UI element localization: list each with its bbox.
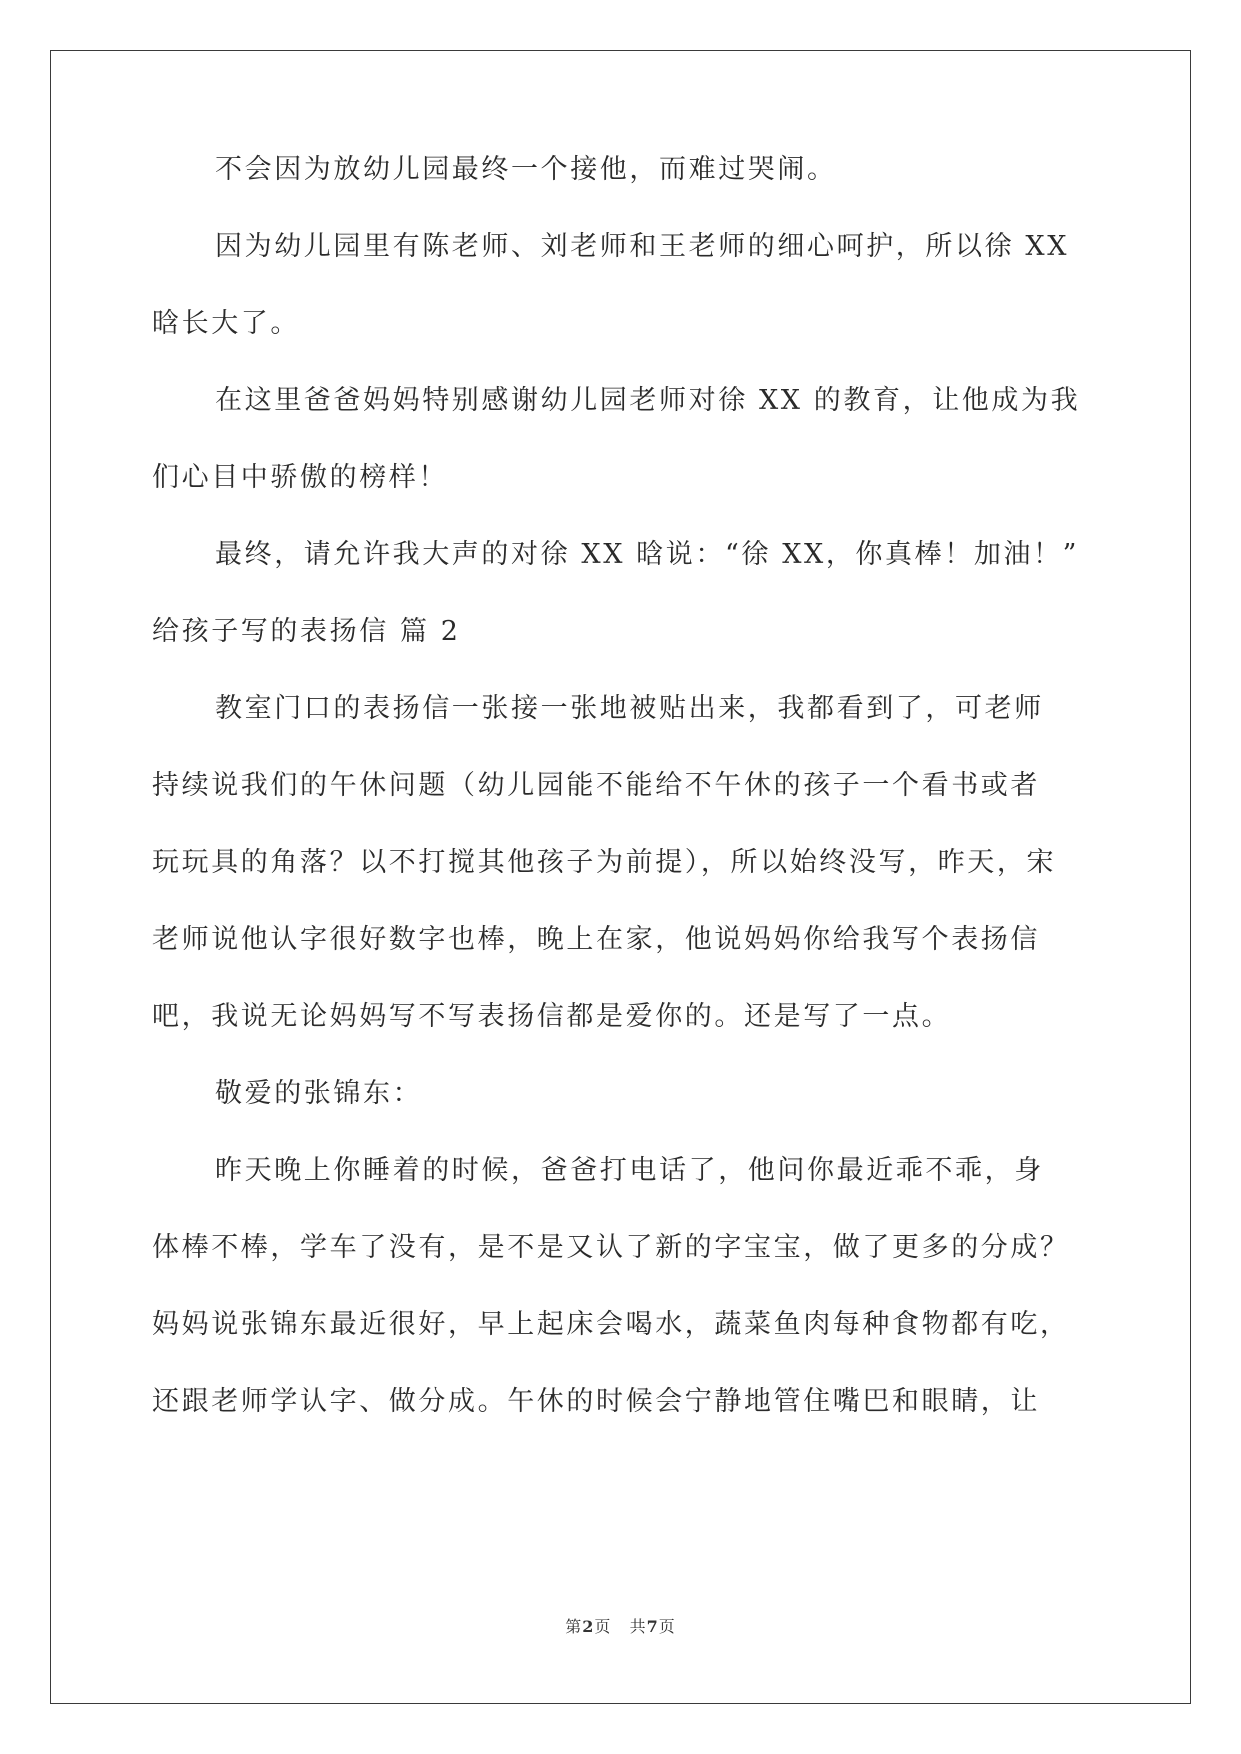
text-line: 教室门口的表扬信一张接一张地被贴出来，我都看到了，可老师 <box>215 693 1044 724</box>
text-line: 最终，请允许我大声的对徐 XX 晗说：“徐 XX，你真棒！加油！” <box>215 539 1080 570</box>
total-pages: 7 <box>646 1617 659 1636</box>
text-line: 还跟老师学认字、做分成。午休的时候会宁静地管住嘴巴和眼睛，让 <box>152 1386 1040 1417</box>
text-line: 妈妈说张锦东最近很好，早上起床会喝水，蔬菜鱼肉每种食物都有吃， <box>152 1309 1070 1340</box>
text-line: 吧，我说无论妈妈写不写表扬信都是爱你的。还是写了一点。 <box>152 1001 952 1032</box>
page-suffix: 页 <box>594 1617 612 1636</box>
text-line: 们心目中骄傲的榜样！ <box>152 462 448 493</box>
page-number: 2 <box>582 1617 595 1636</box>
total-suffix: 页 <box>658 1617 676 1636</box>
section-heading: 给孩子写的表扬信 篇 2 <box>152 616 461 647</box>
text-line: 因为幼儿园里有陈老师、刘老师和王老师的细心呵护，所以徐 XX <box>215 231 1070 262</box>
text-line: 玩玩具的角落？以不打搅其他孩子为前提），所以始终没写，昨天，宋 <box>152 847 1057 878</box>
total-prefix: 共 <box>629 1617 647 1636</box>
salutation: 敬爱的张锦东： <box>215 1078 423 1109</box>
text-line: 老师说他认字很好数字也棒，晚上在家，他说妈妈你给我写个表扬信 <box>152 924 1040 955</box>
page-footer <box>0 1614 1241 1637</box>
page-prefix: 第 <box>565 1617 583 1636</box>
text-line: 昨天晚上你睡着的时候，爸爸打电话了，他问你最近乖不乖，身 <box>215 1155 1044 1186</box>
text-line: 晗长大了。 <box>152 308 300 339</box>
text-line: 不会因为放幼儿园最终一个接他，而难过哭闹。 <box>215 154 837 185</box>
text-line: 体棒不棒，学车了没有，是不是又认了新的字宝宝，做了更多的分成？ <box>152 1232 1070 1263</box>
text-line: 在这里爸爸妈妈特别感谢幼儿园老师对徐 XX 的教育，让他成为我 <box>215 385 1081 416</box>
text-line: 持续说我们的午休问题（幼儿园能不能给不午休的孩子一个看书或者 <box>152 770 1040 801</box>
